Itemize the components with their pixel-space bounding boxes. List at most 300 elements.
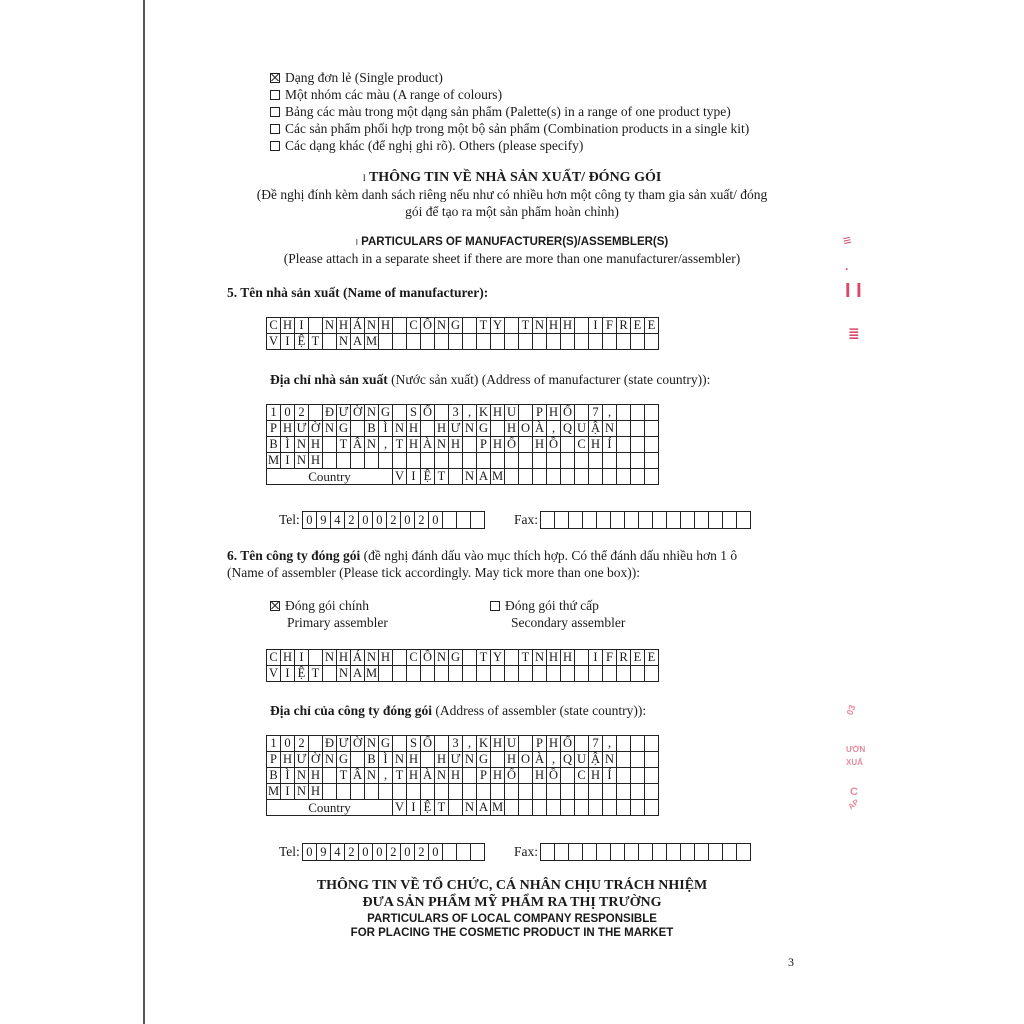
char-cell[interactable] [435, 736, 449, 752]
char-cell[interactable]: I [295, 318, 309, 334]
country-cell[interactable] [617, 469, 631, 485]
char-cell[interactable]: C [575, 437, 589, 453]
digit-box[interactable]: 0 [302, 843, 317, 861]
char-cell[interactable]: T [393, 437, 407, 453]
char-cell[interactable] [505, 453, 519, 469]
char-cell[interactable] [589, 334, 603, 350]
country-cell[interactable] [547, 469, 561, 485]
char-cell[interactable] [519, 453, 533, 469]
char-cell[interactable]: N [295, 437, 309, 453]
char-cell[interactable]: E [631, 650, 645, 666]
char-cell[interactable] [561, 768, 575, 784]
char-cell[interactable] [533, 453, 547, 469]
char-cell[interactable]: Ồ [547, 437, 561, 453]
char-cell[interactable]: C [575, 768, 589, 784]
digit-box[interactable]: 0 [400, 511, 415, 529]
country-cell[interactable] [617, 800, 631, 816]
country-cell[interactable] [533, 469, 547, 485]
char-cell[interactable]: Á [351, 650, 365, 666]
char-cell[interactable]: H [309, 768, 323, 784]
digit-box[interactable] [708, 843, 723, 861]
digit-box[interactable] [554, 511, 569, 529]
char-cell[interactable]: Ố [505, 437, 519, 453]
country-cell[interactable] [519, 469, 533, 485]
char-cell[interactable]: Ờ [309, 752, 323, 768]
digit-box[interactable] [736, 843, 751, 861]
char-cell[interactable]: , [463, 736, 477, 752]
char-cell[interactable]: Ì [379, 421, 393, 437]
char-cell[interactable]: N [323, 752, 337, 768]
char-cell[interactable]: H [491, 405, 505, 421]
char-cell[interactable]: 0 [281, 405, 295, 421]
digit-box[interactable] [610, 843, 625, 861]
char-cell[interactable]: Â [351, 768, 365, 784]
char-cell[interactable]: 1 [267, 405, 281, 421]
char-cell[interactable] [407, 784, 421, 800]
char-cell[interactable]: H [547, 736, 561, 752]
char-cell[interactable] [323, 437, 337, 453]
country-cell[interactable] [603, 469, 617, 485]
char-cell[interactable] [463, 437, 477, 453]
char-cell[interactable] [491, 784, 505, 800]
char-cell[interactable]: H [491, 736, 505, 752]
digit-box[interactable] [722, 511, 737, 529]
digit-box[interactable] [624, 511, 639, 529]
char-cell[interactable] [631, 736, 645, 752]
country-cell[interactable] [645, 469, 659, 485]
char-cell[interactable]: À [533, 421, 547, 437]
char-cell[interactable] [617, 421, 631, 437]
char-cell[interactable] [645, 736, 659, 752]
digit-box[interactable]: 4 [330, 843, 345, 861]
char-cell[interactable]: H [491, 768, 505, 784]
primary-assembler-option[interactable]: Đóng gói chính [270, 598, 369, 614]
char-cell[interactable]: H [337, 650, 351, 666]
char-cell[interactable]: C [267, 318, 281, 334]
char-cell[interactable]: H [337, 318, 351, 334]
secondary-assembler-checkbox[interactable] [490, 601, 500, 611]
char-cell[interactable] [435, 666, 449, 682]
char-cell[interactable] [435, 334, 449, 350]
char-cell[interactable] [631, 437, 645, 453]
char-cell[interactable]: G [337, 752, 351, 768]
country-cell[interactable] [505, 800, 519, 816]
char-cell[interactable]: H [449, 768, 463, 784]
digit-box[interactable] [666, 843, 681, 861]
country-cell[interactable] [449, 469, 463, 485]
char-cell[interactable] [617, 437, 631, 453]
char-cell[interactable]: O [519, 752, 533, 768]
country-cell[interactable]: M [491, 469, 504, 483]
char-cell[interactable] [561, 453, 575, 469]
char-cell[interactable] [393, 650, 407, 666]
char-cell[interactable] [309, 318, 323, 334]
char-cell[interactable]: H [379, 650, 393, 666]
char-cell[interactable]: 3 [449, 405, 463, 421]
char-cell[interactable]: H [547, 318, 561, 334]
char-cell[interactable]: I [589, 650, 603, 666]
char-cell[interactable] [365, 784, 379, 800]
char-cell[interactable]: M [365, 666, 378, 680]
digit-box[interactable] [680, 843, 695, 861]
country-cell[interactable] [645, 800, 659, 816]
char-cell[interactable]: Ư [295, 752, 309, 768]
char-cell[interactable] [645, 666, 659, 682]
char-cell[interactable]: N [603, 752, 617, 768]
char-cell[interactable]: K [477, 736, 491, 752]
country-cell[interactable] [561, 469, 575, 485]
digit-box[interactable] [722, 843, 737, 861]
char-cell[interactable] [505, 318, 519, 334]
char-cell[interactable]: Ậ [589, 421, 603, 437]
char-cell[interactable]: Ư [449, 421, 463, 437]
product-type-checkbox[interactable] [270, 73, 280, 83]
char-cell[interactable]: , [603, 405, 617, 421]
char-cell[interactable] [561, 666, 575, 682]
digit-box[interactable]: 2 [386, 511, 401, 529]
char-cell[interactable]: N [533, 318, 547, 334]
char-cell[interactable]: 7 [589, 736, 603, 752]
char-cell[interactable] [421, 752, 435, 768]
digit-box[interactable] [456, 511, 471, 529]
char-cell[interactable]: H [309, 453, 323, 469]
digit-box[interactable]: 2 [344, 843, 359, 861]
digit-box[interactable] [694, 843, 709, 861]
char-cell[interactable]: S [407, 405, 421, 421]
char-cell[interactable]: Ì [281, 437, 295, 453]
char-cell[interactable]: Q [561, 421, 575, 437]
char-cell[interactable]: U [505, 405, 519, 421]
char-cell[interactable] [449, 334, 463, 350]
char-cell[interactable] [575, 453, 589, 469]
digit-box[interactable] [610, 511, 625, 529]
digit-box[interactable] [582, 843, 597, 861]
char-cell[interactable]: E [645, 650, 659, 666]
char-cell[interactable] [421, 784, 435, 800]
digit-box[interactable]: 0 [428, 843, 443, 861]
char-cell[interactable] [449, 666, 463, 682]
char-cell[interactable] [491, 752, 505, 768]
country-cell[interactable]: A [477, 469, 491, 485]
digit-box[interactable] [596, 511, 611, 529]
digit-box[interactable] [456, 843, 471, 861]
char-cell[interactable] [533, 784, 547, 800]
char-cell[interactable]: Ố [561, 405, 575, 421]
char-cell[interactable] [575, 650, 589, 666]
char-cell[interactable]: H [533, 768, 547, 784]
char-cell[interactable] [589, 666, 603, 682]
char-cell[interactable]: H [379, 318, 393, 334]
char-cell[interactable] [505, 650, 519, 666]
char-cell[interactable] [463, 334, 477, 350]
char-cell[interactable]: G [379, 736, 393, 752]
char-cell[interactable]: Ố [421, 405, 435, 421]
char-cell[interactable]: C [407, 318, 421, 334]
primary-assembler-checkbox[interactable] [270, 601, 280, 611]
char-cell[interactable]: Đ [323, 736, 337, 752]
digit-box[interactable]: 0 [358, 511, 373, 529]
product-type-option[interactable] [270, 138, 583, 154]
char-cell[interactable]: H [449, 437, 463, 453]
char-cell[interactable] [351, 784, 365, 800]
char-cell[interactable]: H [547, 405, 561, 421]
char-cell[interactable]: H [407, 768, 421, 784]
country-cell[interactable] [631, 469, 645, 485]
digit-box[interactable] [442, 843, 457, 861]
char-cell[interactable]: S [407, 736, 421, 752]
secondary-assembler-option[interactable]: Đóng gói thứ cấp [490, 598, 599, 614]
char-cell[interactable]: N [603, 421, 617, 437]
country-cell[interactable]: N [463, 800, 477, 816]
country-cell[interactable] [575, 469, 589, 485]
char-cell[interactable]: P [267, 752, 281, 768]
digit-box[interactable] [694, 511, 709, 529]
country-cell[interactable] [561, 800, 575, 816]
country-cell[interactable] [589, 469, 603, 485]
char-cell[interactable]: H [281, 752, 295, 768]
char-cell[interactable]: N [533, 650, 547, 666]
char-cell[interactable]: F [603, 318, 617, 334]
char-cell[interactable]: H [561, 318, 575, 334]
char-cell[interactable] [547, 453, 561, 469]
char-cell[interactable] [519, 784, 533, 800]
char-cell[interactable]: H [589, 437, 603, 453]
char-cell[interactable]: I [281, 784, 295, 800]
char-cell[interactable]: H [407, 437, 421, 453]
char-cell[interactable]: , [379, 437, 393, 453]
char-cell[interactable] [421, 666, 435, 682]
char-cell[interactable]: N [295, 784, 309, 800]
char-cell[interactable] [631, 666, 645, 682]
char-cell[interactable] [631, 752, 645, 768]
char-cell[interactable]: T [337, 768, 351, 784]
char-cell[interactable]: E [645, 318, 659, 334]
char-cell[interactable] [547, 666, 561, 682]
char-cell[interactable]: Y [491, 650, 505, 666]
char-cell[interactable]: Í [603, 768, 617, 784]
char-cell[interactable]: Ư [337, 405, 351, 421]
char-cell[interactable] [337, 784, 351, 800]
char-cell[interactable] [505, 666, 519, 682]
char-cell[interactable] [463, 318, 477, 334]
char-cell[interactable]: N [365, 318, 379, 334]
char-cell[interactable] [463, 650, 477, 666]
char-cell[interactable] [491, 334, 505, 350]
char-cell[interactable] [435, 405, 449, 421]
char-cell[interactable] [323, 768, 337, 784]
product-type-option[interactable] [270, 121, 749, 137]
country-cell[interactable] [449, 800, 463, 816]
char-cell[interactable] [323, 666, 337, 682]
char-cell[interactable] [645, 437, 659, 453]
char-cell[interactable] [631, 334, 645, 350]
char-cell[interactable] [463, 784, 477, 800]
char-cell[interactable] [379, 453, 393, 469]
digit-box[interactable] [470, 843, 485, 861]
char-cell[interactable]: R [617, 650, 631, 666]
char-cell[interactable] [617, 736, 631, 752]
char-cell[interactable]: H [407, 752, 421, 768]
char-cell[interactable]: C [267, 650, 281, 666]
char-cell[interactable]: N [323, 421, 337, 437]
char-cell[interactable]: N [337, 666, 351, 682]
char-cell[interactable] [561, 334, 575, 350]
char-cell[interactable]: H [309, 784, 323, 800]
char-cell[interactable] [575, 784, 589, 800]
char-cell[interactable]: H [505, 421, 519, 437]
char-cell[interactable] [477, 784, 491, 800]
char-cell[interactable]: N [337, 334, 351, 350]
digit-box[interactable] [624, 843, 639, 861]
char-cell[interactable] [351, 453, 365, 469]
char-cell[interactable] [323, 334, 337, 350]
digit-box[interactable] [638, 511, 653, 529]
char-cell[interactable]: I [281, 453, 295, 469]
char-cell[interactable] [393, 736, 407, 752]
digit-box[interactable] [470, 511, 485, 529]
char-cell[interactable] [631, 768, 645, 784]
char-cell[interactable]: H [533, 437, 547, 453]
product-type-option[interactable] [270, 104, 731, 120]
char-cell[interactable] [407, 666, 421, 682]
char-cell[interactable]: Q [561, 752, 575, 768]
char-cell[interactable] [561, 437, 575, 453]
char-cell[interactable]: 2 [295, 405, 309, 421]
digit-box[interactable]: 4 [330, 511, 345, 529]
char-cell[interactable]: P [267, 421, 281, 437]
char-cell[interactable]: Ô [421, 318, 435, 334]
country-cell[interactable]: T [435, 800, 449, 816]
char-cell[interactable]: P [477, 437, 491, 453]
digit-box[interactable]: 0 [302, 511, 317, 529]
char-cell[interactable]: , [603, 736, 617, 752]
char-cell[interactable]: V [267, 334, 281, 350]
char-cell[interactable]: , [547, 421, 561, 437]
char-cell[interactable] [645, 334, 659, 350]
char-cell[interactable]: Á [351, 318, 365, 334]
digit-box[interactable] [554, 843, 569, 861]
char-cell[interactable]: , [379, 768, 393, 784]
char-cell[interactable] [393, 666, 407, 682]
country-cell[interactable]: V [393, 800, 407, 816]
char-cell[interactable]: P [533, 405, 547, 421]
char-cell[interactable]: M [267, 453, 280, 467]
char-cell[interactable] [309, 650, 323, 666]
country-cell[interactable] [533, 800, 547, 816]
char-cell[interactable]: H [309, 437, 323, 453]
char-cell[interactable] [603, 784, 617, 800]
char-cell[interactable]: N [295, 453, 309, 469]
char-cell[interactable] [421, 453, 435, 469]
char-cell[interactable]: , [463, 405, 477, 421]
char-cell[interactable]: Ố [561, 736, 575, 752]
char-cell[interactable] [351, 752, 365, 768]
char-cell[interactable]: Ậ [589, 752, 603, 768]
char-cell[interactable]: T [477, 650, 491, 666]
char-cell[interactable] [463, 453, 477, 469]
char-cell[interactable]: N [365, 405, 379, 421]
digit-box[interactable] [652, 511, 667, 529]
char-cell[interactable]: G [449, 318, 463, 334]
char-cell[interactable]: M [267, 784, 280, 798]
char-cell[interactable]: , [547, 752, 561, 768]
char-cell[interactable] [421, 421, 435, 437]
char-cell[interactable] [323, 784, 337, 800]
char-cell[interactable] [547, 784, 561, 800]
char-cell[interactable] [379, 784, 393, 800]
char-cell[interactable]: Ệ [295, 334, 309, 350]
char-cell[interactable] [589, 784, 603, 800]
char-cell[interactable]: Ư [337, 736, 351, 752]
char-cell[interactable] [323, 453, 337, 469]
country-cell[interactable]: V [393, 469, 407, 485]
char-cell[interactable] [449, 453, 463, 469]
char-cell[interactable] [407, 453, 421, 469]
char-cell[interactable] [603, 666, 617, 682]
country-cell[interactable]: I [407, 469, 421, 485]
char-cell[interactable]: B [267, 437, 281, 453]
char-cell[interactable] [351, 421, 365, 437]
char-cell[interactable] [393, 318, 407, 334]
digit-box[interactable] [708, 511, 723, 529]
digit-box[interactable]: 2 [414, 843, 429, 861]
char-cell[interactable]: H [281, 421, 295, 437]
char-cell[interactable] [533, 666, 547, 682]
char-cell[interactable] [631, 421, 645, 437]
char-cell[interactable]: Ệ [295, 666, 309, 682]
char-cell[interactable] [603, 453, 617, 469]
char-cell[interactable]: I [295, 650, 309, 666]
char-cell[interactable] [477, 334, 491, 350]
char-cell[interactable]: Ờ [351, 736, 365, 752]
char-cell[interactable] [617, 768, 631, 784]
char-cell[interactable]: I [281, 334, 295, 350]
char-cell[interactable]: F [603, 650, 617, 666]
char-cell[interactable] [505, 784, 519, 800]
char-cell[interactable]: Ố [421, 736, 435, 752]
char-cell[interactable]: N [323, 318, 337, 334]
product-type-checkbox[interactable] [270, 141, 280, 151]
char-cell[interactable]: N [323, 650, 337, 666]
char-cell[interactable] [575, 334, 589, 350]
char-cell[interactable]: A [351, 334, 365, 350]
char-cell[interactable] [547, 334, 561, 350]
digit-box[interactable]: 0 [372, 843, 387, 861]
char-cell[interactable] [617, 752, 631, 768]
digit-box[interactable] [736, 511, 751, 529]
char-cell[interactable]: À [421, 437, 435, 453]
char-cell[interactable] [603, 334, 617, 350]
char-cell[interactable]: P [533, 736, 547, 752]
char-cell[interactable] [393, 405, 407, 421]
char-cell[interactable] [435, 453, 449, 469]
product-type-checkbox[interactable] [270, 90, 280, 100]
char-cell[interactable] [575, 736, 589, 752]
digit-box[interactable] [568, 511, 583, 529]
char-cell[interactable]: N [365, 437, 379, 453]
char-cell[interactable]: H [281, 318, 295, 334]
char-cell[interactable]: Ờ [309, 421, 323, 437]
char-cell[interactable]: G [477, 421, 491, 437]
char-cell[interactable] [519, 768, 533, 784]
char-cell[interactable] [645, 784, 659, 800]
char-cell[interactable]: K [477, 405, 491, 421]
digit-box[interactable]: 2 [344, 511, 359, 529]
char-cell[interactable]: Ư [295, 421, 309, 437]
country-cell[interactable] [575, 800, 589, 816]
char-cell[interactable] [645, 768, 659, 784]
char-cell[interactable]: N [435, 650, 449, 666]
